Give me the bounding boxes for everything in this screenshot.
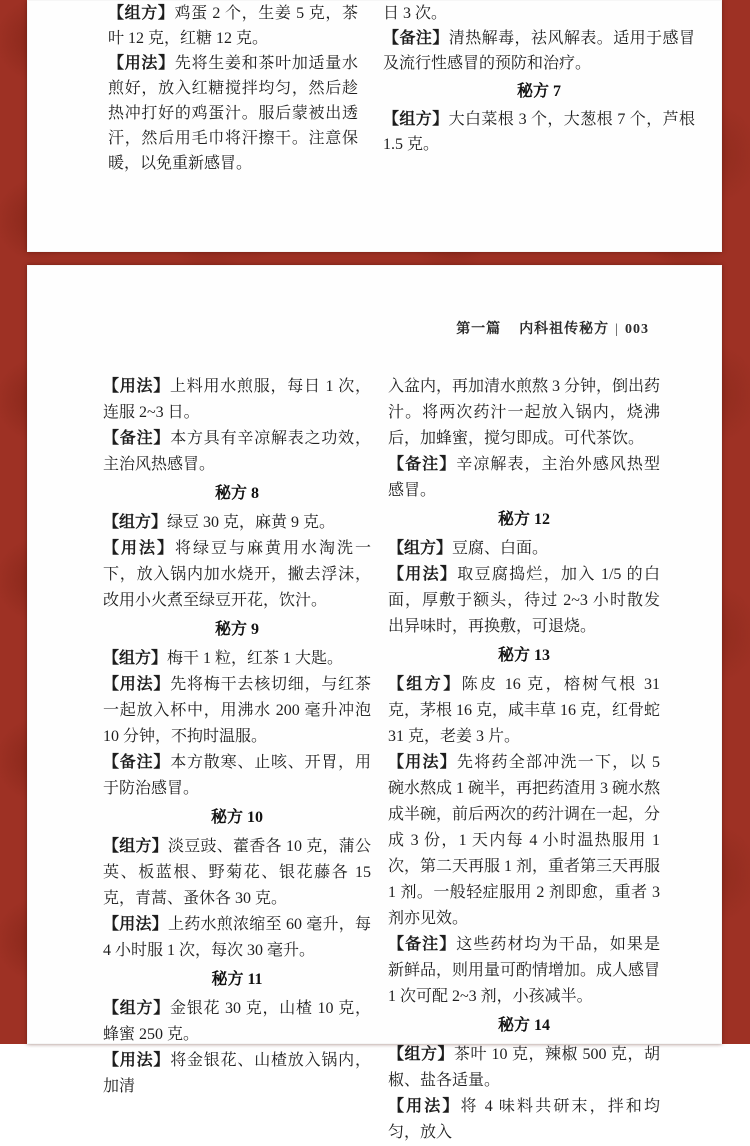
upper-page-left-column: [108, 1, 358, 176]
entry-label: 【组方】: [103, 650, 168, 667]
lower-page-left-column: [103, 374, 371, 1100]
recipe-entry: 【备注】清热解毒，祛风解表。适用于感冒及流行性感冒的预防和治疗。: [383, 30, 695, 72]
entry-label: 【组方】: [103, 1000, 170, 1017]
recipe-entry: 【组方】绿豆 30 克，麻黄 9 克。: [103, 514, 336, 531]
entry-label: 【用法】: [103, 378, 170, 395]
running-header: [456, 318, 649, 338]
entry-label: 【用法】: [388, 1098, 461, 1115]
recipe-entry: 【组方】茶叶 10 克，辣椒 500 克，胡椒、盐各适量。: [388, 1046, 660, 1089]
entry-label: 【组方】: [103, 838, 168, 855]
entry-label: 【备注】: [383, 30, 449, 47]
recipe-heading: 秘方 10: [210, 809, 263, 826]
recipe-entry: 【组方】梅干 1 粒，红茶 1 大匙。: [103, 650, 344, 667]
recipe-entry: 【组方】金银花 30 克，山楂 10 克，蜂蜜 250 克。: [103, 1000, 371, 1043]
recipe-heading: 秘方 7: [516, 83, 561, 100]
recipe-entry: 【组方】大白菜根 3 个，大葱根 7 个，芦根 1.5 克。: [383, 111, 695, 153]
entry-label: 【备注】: [388, 456, 457, 473]
recipe-entry: 【备注】本方具有辛凉解表之功效，主治风热感冒。: [103, 430, 371, 473]
recipe-entry: 【用法】上料用水煎服，每日 1 次，连服 2~3 日。: [103, 378, 371, 421]
entry-label: 【用法】: [388, 566, 458, 583]
entry-label: 【组方】: [103, 514, 168, 531]
recipe-entry: 【用法】将绿豆与麻黄用水淘洗一下，放入锅内加水烧开，撇去浮沫，改用小火煮至绿豆开花，饮汁。: [103, 540, 371, 609]
lower-page-right-column: [388, 374, 660, 1146]
page-number: 003: [625, 322, 649, 337]
entry-label: 【用法】: [103, 1052, 171, 1069]
recipe-entry: 【备注】辛凉解表，主治外感风热型感冒。: [388, 456, 660, 499]
entry-label: 【用法】: [103, 916, 168, 933]
entry-label: 【组方】: [388, 540, 453, 557]
section-title: 内科祖传秘方: [519, 322, 610, 337]
entry-label: 【用法】: [103, 540, 175, 557]
book-page-lower: [27, 265, 722, 1141]
recipe-entry: 【用法】将金银花、山楂放入锅内，加清: [103, 1052, 371, 1095]
recipe-entry: 【用法】上药水煎浓缩至 60 毫升，每 4 小时服 1 次，每次 30 毫升。: [103, 916, 371, 959]
recipe-entry: 【用法】先将生姜和茶叶加适量水煎好，放入红糖搅拌均匀，然后趁热冲打好的鸡蛋汁。服后蒙被出透汗，然后用毛巾将汗擦干。注意保暖，以免重新感冒。: [108, 55, 358, 172]
recipe-heading: 秘方 14: [497, 1017, 550, 1034]
book-page-upper: [27, 0, 722, 252]
recipe-entry: 【备注】本方散寒、止咳、开胃，用于防治感冒。: [103, 754, 371, 797]
recipe-entry: 【用法】取豆腐捣烂，加入 1/5 的白面，厚敷于额头，待过 2~3 小时散发出异味时，再换敷，可退烧。: [388, 566, 660, 635]
recipe-entry: 【用法】先将梅干去核切细，与红茶一起放入杯中，用沸水 200 毫升冲泡 10 分钟，不拘时温服。: [103, 676, 371, 745]
recipe-entry: 【用法】先将药全部冲洗一下，以 5 碗水熬成 1 碗半，再把药渣用 3 碗水熬成半碗，前后两次的药汁调在一起，分成 3 份，1 天内每 4 小时温热服用 1 次，第二天再服 1 剂，重者第三天再服 1 剂。一般轻症服用 2 剂即愈，重者 3 剂亦见效。: [388, 754, 661, 927]
header-divider: |: [615, 322, 619, 337]
recipe-heading: 秘方 11: [211, 971, 263, 988]
upper-page-right-column: [383, 1, 695, 157]
entry-label: 【组方】: [388, 1046, 454, 1063]
recipe-entry: 【组方】鸡蛋 2 个，生姜 5 克，茶叶 12 克，红糖 12 克。: [108, 5, 358, 47]
recipe-entry: 【组方】淡豆豉、藿香各 10 克，蒲公英、板蓝根、野菊花、银花藤各 15 克，青蒿、蚤休各 30 克。: [103, 838, 371, 907]
recipe-heading: 秘方 9: [214, 621, 259, 638]
recipe-entry: 【用法】将 4 味料共研末，拌和均匀，放入: [388, 1098, 660, 1141]
recipe-entry: 【组方】豆腐、白面。: [388, 540, 549, 557]
text-fragment: 入盆内，再加清水煎熬 3 分钟，倒出药汁。将两次药汁一起放入锅内，烧沸后，加蜂蜜，搅匀即成。可代茶饮。: [388, 378, 661, 447]
entry-label: 【备注】: [103, 754, 171, 771]
recipe-heading: 秘方 8: [214, 485, 259, 502]
entry-label: 【组方】: [383, 111, 449, 128]
entry-label: 【备注】: [388, 936, 457, 953]
recipe-heading: 秘方 13: [497, 647, 550, 664]
entry-label: 【用法】: [388, 754, 457, 771]
recipe-heading: 秘方 12: [497, 511, 550, 528]
entry-label: 【备注】: [103, 430, 171, 447]
entry-label: 【组方】: [108, 5, 175, 22]
entry-label: 【用法】: [103, 676, 171, 693]
recipe-entry: 【备注】这些药材均为干品，如果是新鲜品，则用量可酌情增加。成人感冒 1 次可配 2~3 剂，小孩减半。: [388, 936, 661, 1005]
recipe-entry: 【组方】陈皮 16 克，榕树气根 31 克，茅根 16 克，咸丰草 16 克，红骨蛇 31 克，老姜 3 片。: [388, 676, 661, 745]
entry-label: 【用法】: [108, 55, 175, 72]
entry-label: 【组方】: [388, 676, 462, 693]
chapter-label: 第一篇: [456, 322, 502, 337]
text-fragment: 日 3 次。: [383, 5, 448, 22]
